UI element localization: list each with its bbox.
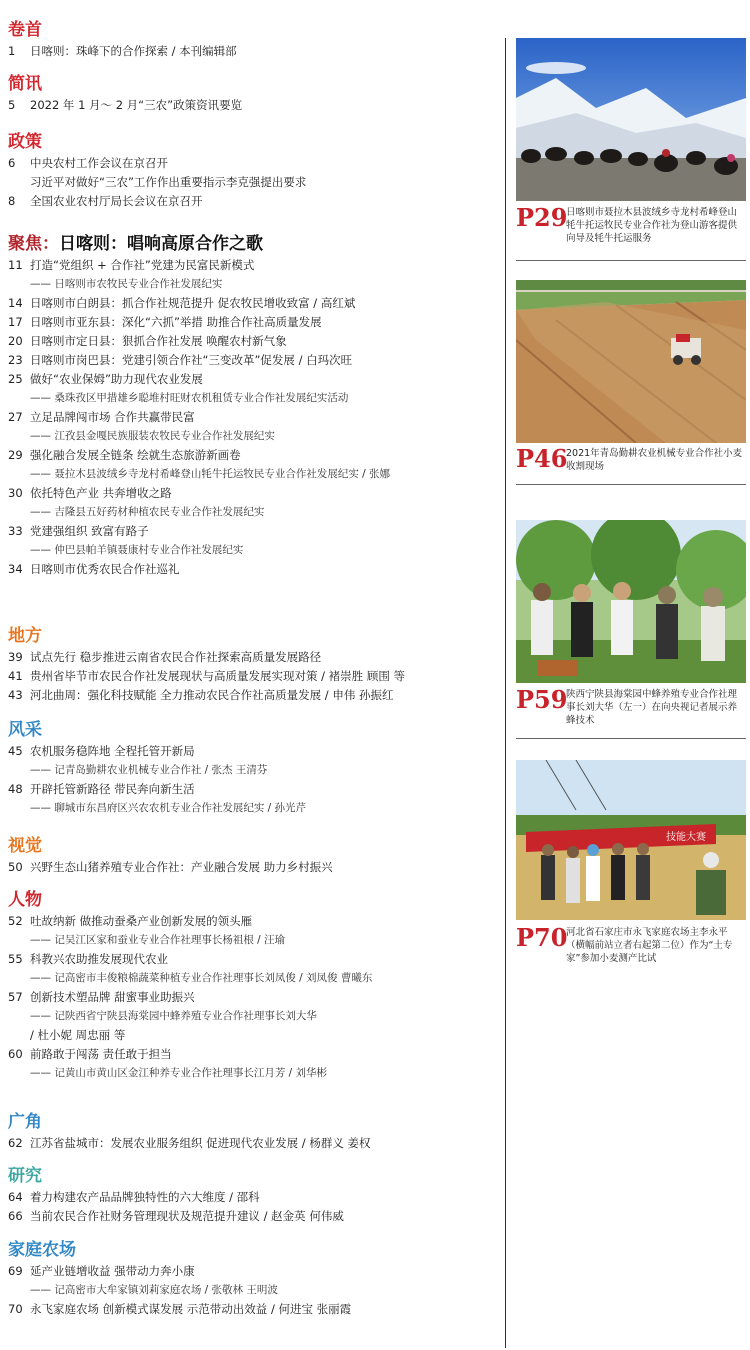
toc-entry[interactable]	[8, 1134, 503, 1153]
toc-section	[8, 834, 503, 877]
entry-title: 科教兴农助推发展现代农业	[30, 952, 168, 966]
page-number: 39	[8, 650, 23, 664]
toc-entry-byline[interactable]	[8, 799, 503, 818]
entry-title: 河北曲周：强化科技赋能 全力推动农民合作社高质量发展 / 申伟 孙振红	[30, 688, 394, 702]
toc-section	[8, 1164, 503, 1226]
entry-title: / 杜小妮 周忠丽 等	[30, 1028, 126, 1042]
photo-caption-text: 陕西宁陕县海棠园中蜂养殖专业合作社理事长刘大华（左一）在向央视记者展示养蜂技术	[566, 689, 738, 726]
entry-title: 习近平对做好“三农”工作作出重要指示李克强提出要求	[30, 175, 307, 189]
photo-page-number: P46	[516, 444, 568, 473]
entry-title: 日喀则市优秀农民合作社巡礼	[30, 562, 180, 576]
toc-entry[interactable]	[8, 686, 503, 705]
page-number: 57	[8, 990, 23, 1004]
entry-title: —— 吉隆县五好药材种植农民专业合作社发展纪实	[30, 506, 265, 518]
page-number: 45	[8, 744, 23, 758]
entry-title: 兴野生态山猪养殖专业合作社：产业融合发展 助力乡村振兴	[30, 860, 333, 874]
toc-section	[8, 1110, 503, 1153]
entry-title: 日喀则市定日县：狠抓合作社发展 唤醒农村新气象	[30, 334, 287, 348]
entry-title: —— 江孜县金嘎民族服装农牧民专业合作社发展纪实	[30, 430, 275, 442]
entry-title: —— 记吴江区家和蚕业专业合作社理事长杨祖根 / 汪瑜	[30, 934, 286, 946]
page-number: 20	[8, 334, 23, 348]
page-number	[8, 173, 30, 192]
toc-entry[interactable]	[8, 192, 503, 211]
page-number: 25	[8, 372, 23, 386]
entry-title: 永飞家庭农场 创新模式谋发展 示范带动出效益 / 何进宝 张丽霞	[30, 1302, 352, 1316]
entry-title: —— 聂拉木县波绒乡寺龙村希峰登山牦牛托运牧民专业合作社发展纪实 / 张娜	[30, 468, 391, 480]
photo-page-number: P29	[516, 203, 568, 232]
entry-title: —— 记高密市大牟家镇刘莉家庭农场 / 张敬林 王明波	[30, 1284, 278, 1296]
entry-title: —— 记陕西省宁陕县海棠园中蜂养殖专业合作社理事长刘大华	[30, 1010, 317, 1022]
section-title-text: 政策	[8, 132, 42, 152]
photo-beekeeping	[516, 520, 746, 683]
toc-entry[interactable]	[8, 351, 503, 370]
toc-entry[interactable]	[8, 1026, 503, 1045]
page-number: 8	[8, 194, 16, 208]
entry-title: 党建强组织 致富有路子	[30, 524, 149, 538]
toc-entry[interactable]	[8, 1300, 503, 1319]
entry-title: 中央农村工作会议在京召开	[30, 156, 168, 170]
photo-caption-4	[516, 924, 746, 965]
section-subtitle: 日喀则：唱响高原合作之歌	[59, 234, 263, 254]
toc-section	[8, 232, 503, 579]
entry-title: —— 记青岛勤耕农业机械专业合作社 / 张杰 王清芬	[30, 764, 268, 776]
toc-entry-byline[interactable]	[8, 1281, 503, 1300]
section-title	[8, 1110, 503, 1134]
toc-entry-byline[interactable]	[8, 761, 503, 780]
page-number: 66	[8, 1209, 23, 1223]
section-title	[8, 624, 503, 648]
section-title-text: 家庭农场	[8, 1240, 76, 1260]
toc-section	[8, 624, 503, 705]
toc-section	[8, 1238, 503, 1319]
toc-section	[8, 130, 503, 211]
entry-title: 做好“农业保姆”助力现代农业发展	[30, 372, 203, 386]
page-number: 60	[8, 1047, 23, 1061]
column-divider	[505, 38, 506, 1348]
toc-entry-byline[interactable]	[8, 969, 503, 988]
toc-entry[interactable]	[8, 858, 503, 877]
entry-title: 打造“党组织 + 合作社”党建为民富民新模式	[30, 258, 255, 272]
entry-title: —— 桑珠孜区甲措雄乡聪堆村旺财农机租赁专业合作社发展纪实活动	[30, 392, 349, 404]
section-title-text: 研究	[8, 1166, 42, 1186]
section-title-text: 人物	[8, 890, 42, 910]
toc-section	[8, 718, 503, 818]
page-number: 1	[8, 44, 16, 58]
entry-title: 创新技术塑品牌 甜蜜事业助振兴	[30, 990, 195, 1004]
section-title-text: 风采	[8, 720, 42, 740]
entry-title: 江苏省盐城市：发展农业服务组织 促进现代农业发展 / 杨群义 姜权	[30, 1136, 371, 1150]
toc-section	[8, 888, 503, 1083]
caption-rule	[516, 484, 746, 485]
section-title-text: 视觉	[8, 836, 42, 856]
entry-title: —— 仲巴县帕羊镇聂康村专业合作社发展纪实	[30, 544, 244, 556]
entry-title: 前路敢于闯荡 责任敢于担当	[30, 1047, 172, 1061]
toc-entry[interactable]	[8, 950, 503, 969]
page-number: 23	[8, 353, 23, 367]
entry-title: 农机服务稳阵地 全程托管开新局	[30, 744, 195, 758]
section-title	[8, 1238, 503, 1262]
entry-title: 立足品牌闯市场 合作共赢带民富	[30, 410, 195, 424]
toc-entry[interactable]	[8, 173, 503, 192]
section-title-text: 地方	[8, 626, 42, 646]
toc-entry[interactable]	[8, 1207, 503, 1226]
photo-harvest-field	[516, 280, 746, 443]
entry-title: 日喀则市岗巴县：党建引领合作社“三变改革”促发展 / 白玛次旺	[30, 353, 353, 367]
toc-entry[interactable]	[8, 96, 503, 115]
toc-entry[interactable]	[8, 332, 503, 351]
toc-entry-byline[interactable]	[8, 931, 503, 950]
page-number: 69	[8, 1264, 23, 1278]
toc-entry[interactable]	[8, 408, 503, 427]
entry-title: 着力构建农产品品牌独特性的六大维度 / 邵科	[30, 1190, 260, 1204]
photo-caption-3	[516, 686, 746, 727]
entry-title: 试点先行 稳步推进云南省农民合作社探索高质量发展路径	[30, 650, 322, 664]
section-title-text: 聚焦：	[8, 234, 59, 254]
entry-title: —— 日喀则市农牧民专业合作社发展纪实	[30, 278, 223, 290]
photo-page-number: P70	[516, 923, 568, 952]
toc-entry[interactable]	[8, 912, 503, 931]
page-number: 11	[8, 258, 23, 272]
toc-entry[interactable]	[8, 1262, 503, 1281]
entry-title: 日喀则：珠峰下的合作探索 / 本刊编辑部	[30, 44, 237, 58]
toc-section	[8, 72, 503, 115]
photo-page-number: P59	[516, 685, 568, 714]
toc-entry[interactable]	[8, 780, 503, 799]
page-number: 41	[8, 669, 23, 683]
photo-caption-2	[516, 445, 746, 473]
section-title	[8, 130, 503, 154]
toc-entry[interactable]	[8, 370, 503, 389]
section-title	[8, 72, 503, 96]
toc-entry[interactable]	[8, 522, 503, 541]
entry-title: 全国农业农村厅局长会议在京召开	[30, 194, 203, 208]
entry-title: 依托特色产业 共奔增收之路	[30, 486, 172, 500]
entry-title: 开辟托管新路径 带民奔向新生活	[30, 782, 195, 796]
page-number: 50	[8, 860, 23, 874]
section-title	[8, 718, 503, 742]
toc-entry-byline[interactable]	[8, 427, 503, 446]
toc-entry[interactable]	[8, 294, 503, 313]
toc-entry[interactable]	[8, 1188, 503, 1207]
page-number: 52	[8, 914, 23, 928]
entry-title: 日喀则市白朗县：抓合作社规范提升 促农牧民增收致富 / 高红斌	[30, 296, 356, 310]
section-title-text: 卷首	[8, 20, 42, 40]
toc-entry-byline[interactable]	[8, 541, 503, 560]
toc-entry[interactable]	[8, 484, 503, 503]
toc-entry[interactable]	[8, 667, 503, 686]
entry-title: 2022 年 1 月～ 2 月“三农”政策资讯要览	[30, 98, 243, 112]
page-number: 48	[8, 782, 23, 796]
toc-entry-byline[interactable]	[8, 1007, 503, 1026]
toc-entry[interactable]	[8, 313, 503, 332]
section-title	[8, 232, 503, 256]
caption-rule	[516, 260, 746, 261]
section-title	[8, 888, 503, 912]
page-number: 62	[8, 1136, 23, 1150]
entry-title: 吐故纳新 做推动蚕桑产业创新发展的领头雁	[30, 914, 253, 928]
toc-entry[interactable]	[8, 648, 503, 667]
toc-entry[interactable]	[8, 154, 503, 173]
toc-entry-byline[interactable]	[8, 275, 503, 294]
entry-title: —— 记黄山市黄山区金江种养专业合作社理事长江月芳 / 刘华彬	[30, 1067, 328, 1079]
page-number: 33	[8, 524, 23, 538]
photo-caption-text: 2021年青岛勤耕农业机械专业合作社小麦收割现场	[566, 448, 743, 472]
section-title	[8, 18, 503, 42]
entry-title: 延产业链增收益 强带动力奔小康	[30, 1264, 195, 1278]
toc-entry-byline[interactable]	[8, 465, 503, 484]
photo-caption-1	[516, 204, 746, 245]
page-number: 17	[8, 315, 23, 329]
page-number: 6	[8, 156, 16, 170]
entry-title: 日喀则市亚东县：深化“六抓”举措 助推合作社高质量发展	[30, 315, 322, 329]
entry-title: —— 聊城市东昌府区兴农农机专业合作社发展纪实 / 孙光芹	[30, 802, 307, 814]
banner-text: 技能大赛	[666, 832, 706, 843]
section-title	[8, 834, 503, 858]
toc-entry[interactable]	[8, 446, 503, 465]
page-number: 5	[8, 98, 16, 112]
toc-section	[8, 18, 503, 61]
page-number: 29	[8, 448, 23, 462]
entry-title: 贵州省毕节市农民合作社发展现状与高质量发展实现对策 / 褚崇胜 顾围 等	[30, 669, 405, 683]
toc-entry[interactable]	[8, 256, 503, 275]
photo-caption-text: 日喀则市聂拉木县波绒乡寺龙村希峰登山牦牛托运牧民专业合作社为登山游客提供向导及牦牛托运服务	[566, 207, 738, 244]
toc-entry[interactable]	[8, 1045, 503, 1064]
page-number: 43	[8, 688, 23, 702]
toc-entry[interactable]	[8, 560, 503, 579]
section-title	[8, 1164, 503, 1188]
page-number: 70	[8, 1302, 23, 1316]
page-number: 27	[8, 410, 23, 424]
toc-entry[interactable]	[8, 42, 503, 61]
page-number: 34	[8, 562, 23, 576]
caption-rule	[516, 738, 746, 739]
entry-title: —— 记高密市丰俊粮棉蔬菜种植专业合作社理事长刘凤俊 / 刘凤俊 曹曦东	[30, 972, 373, 984]
toc-entry[interactable]	[8, 988, 503, 1007]
page-number: 30	[8, 486, 23, 500]
toc-entry-byline[interactable]	[8, 503, 503, 522]
section-title-text: 简讯	[8, 74, 42, 94]
page-number: 14	[8, 296, 23, 310]
page-number: 55	[8, 952, 23, 966]
section-title-text: 广角	[8, 1112, 42, 1132]
entry-title: 当前农民合作社财务管理现状及规范提升建议 / 赵金英 何伟威	[30, 1209, 344, 1223]
photo-caption-text: 河北省石家庄市永飞家庭农场主李永平（横幅前站立者右起第二位）作为“土专家”参加小麦测产比试	[566, 927, 733, 964]
photo-mountain-yaks	[516, 38, 746, 201]
entry-title: 强化融合发展全链条 绘就生态旅游新画卷	[30, 448, 241, 462]
toc-entry[interactable]	[8, 742, 503, 761]
toc-entry-byline[interactable]	[8, 389, 503, 408]
page-number: 64	[8, 1190, 23, 1204]
photo-wheat-contest	[516, 760, 746, 920]
toc-entry-byline[interactable]	[8, 1064, 503, 1083]
